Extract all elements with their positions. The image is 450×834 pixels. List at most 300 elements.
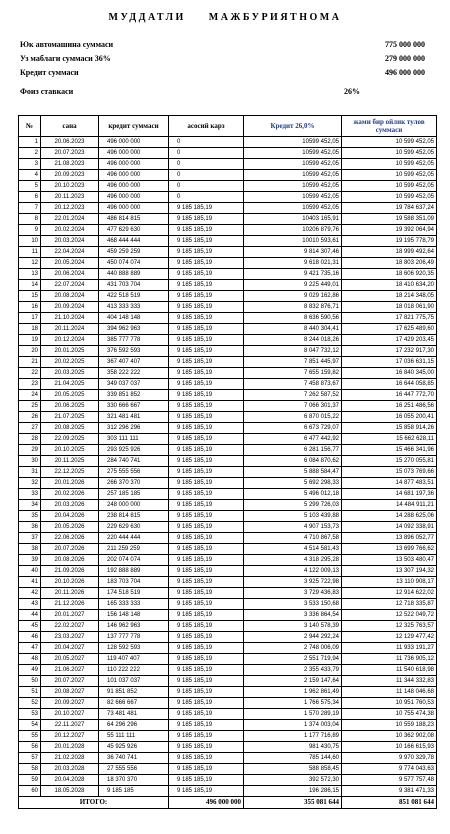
- credit-sum-value: 496 000 000: [385, 68, 425, 77]
- credit-sum-label: Кредит суммаси: [20, 68, 79, 77]
- row-number: 22: [19, 368, 41, 379]
- row-number: 51: [19, 687, 41, 698]
- row-monthly-payment: 15 073 769,66: [342, 467, 437, 478]
- row-number: 43: [19, 599, 41, 610]
- row-number: 46: [19, 632, 41, 643]
- row-number: 38: [19, 544, 41, 555]
- row-number: 19: [19, 335, 41, 346]
- row-date: 20.06.2025: [41, 401, 99, 412]
- document-title: МУДДАТЛИ МАЖБУРИЯТНОМА: [108, 12, 342, 23]
- row-principal: 9 185 185,19: [169, 203, 244, 214]
- row-monthly-payment: 16 644 058,85: [342, 379, 437, 390]
- table-row: [19, 478, 437, 489]
- row-number: 21: [19, 357, 41, 368]
- row-principal: 9 185 185,19: [169, 720, 244, 731]
- row-date: 20.06.2023: [41, 137, 99, 148]
- row-credit-balance: 146 962 963: [99, 621, 169, 632]
- row-number: 7: [19, 203, 41, 214]
- row-number: 18: [19, 324, 41, 335]
- row-monthly-payment: 14 288 625,06: [342, 511, 437, 522]
- row-interest: 5 692 298,33: [244, 478, 342, 489]
- row-number: 44: [19, 610, 41, 621]
- row-principal: 9 185 185,19: [169, 478, 244, 489]
- row-monthly-payment: 14 877 483,51: [342, 478, 437, 489]
- header-number: №: [19, 116, 41, 137]
- table-row: [19, 533, 437, 544]
- row-interest: 6 477 442,92: [244, 434, 342, 445]
- row-monthly-payment: 11 344 332,83: [342, 676, 437, 687]
- row-interest: 1 177 716,89: [244, 731, 342, 742]
- table-row: [19, 324, 437, 335]
- truck-sum-label: Юк автомашина суммаси: [20, 40, 114, 49]
- row-interest: 588 858,45: [244, 764, 342, 775]
- row-principal: 9 185 185,19: [169, 599, 244, 610]
- row-interest: 5 299 726,03: [244, 500, 342, 511]
- row-monthly-payment: 14 681 197,36: [342, 489, 437, 500]
- row-number: 45: [19, 621, 41, 632]
- row-principal: 9 185 185,19: [169, 676, 244, 687]
- row-principal: 9 185 185,19: [169, 467, 244, 478]
- row-interest: 8 636 590,56: [244, 313, 342, 324]
- row-monthly-payment: 13 307 194,32: [342, 566, 437, 577]
- row-principal: 0: [169, 137, 244, 148]
- row-date: 20.02.2024: [41, 225, 99, 236]
- row-number: 54: [19, 720, 41, 731]
- row-monthly-payment: 19 784 637,24: [342, 203, 437, 214]
- row-date: 20.01.2025: [41, 346, 99, 357]
- row-number: 10: [19, 236, 41, 247]
- table-row: [19, 236, 437, 247]
- row-credit-balance: 266 370 370: [99, 478, 169, 489]
- row-monthly-payment: 10 599 452,05: [342, 159, 437, 170]
- row-credit-balance: 248 000 000: [99, 500, 169, 511]
- row-monthly-payment: 9 970 329,78: [342, 753, 437, 764]
- row-principal: 9 185 185,19: [169, 346, 244, 357]
- table-row: [19, 368, 437, 379]
- row-credit-balance: 477 629 630: [99, 225, 169, 236]
- row-principal: 9 185 185,19: [169, 687, 244, 698]
- row-principal: 9 185 185,19: [169, 511, 244, 522]
- row-date: 20.07.2026: [41, 544, 99, 555]
- row-credit-balance: 459 259 259: [99, 247, 169, 258]
- row-interest: 7 655 159,82: [244, 368, 342, 379]
- row-date: 20.03.2026: [41, 500, 99, 511]
- row-date: 20.01.2028: [41, 742, 99, 753]
- row-number: 36: [19, 522, 41, 533]
- table-row: [19, 456, 437, 467]
- row-monthly-payment: 15 466 341,96: [342, 445, 437, 456]
- table-row: [19, 720, 437, 731]
- table-row: [19, 709, 437, 720]
- table-row: [19, 247, 437, 258]
- row-date: 22.01.2024: [41, 214, 99, 225]
- row-monthly-payment: 18 214 348,05: [342, 291, 437, 302]
- row-principal: 9 185 185,19: [169, 500, 244, 511]
- row-monthly-payment: 18 999 492,64: [342, 247, 437, 258]
- table-row: [19, 379, 437, 390]
- row-credit-balance: 303 111 111: [99, 434, 169, 445]
- row-date: 22.02.2027: [41, 621, 99, 632]
- row-credit-balance: 385 777 778: [99, 335, 169, 346]
- row-monthly-payment: 16 251 486,56: [342, 401, 437, 412]
- row-date: 20.05.2026: [41, 522, 99, 533]
- row-monthly-payment: 13 896 052,77: [342, 533, 437, 544]
- row-interest: 10206 879,76: [244, 225, 342, 236]
- table-row: [19, 731, 437, 742]
- row-credit-balance: 110 222 222: [99, 665, 169, 676]
- row-interest: 1 766 575,34: [244, 698, 342, 709]
- row-principal: 9 185 185,19: [169, 786, 244, 797]
- row-credit-balance: 82 666 667: [99, 698, 169, 709]
- table-row: [19, 269, 437, 280]
- row-credit-balance: 64 296 296: [99, 720, 169, 731]
- row-principal: 9 185 185,19: [169, 291, 244, 302]
- row-date: 20.09.2027: [41, 698, 99, 709]
- row-date: 22.09.2025: [41, 434, 99, 445]
- row-monthly-payment: 13 699 766,62: [342, 544, 437, 555]
- row-interest: 8 244 018,26: [244, 335, 342, 346]
- row-credit-balance: 238 814 815: [99, 511, 169, 522]
- row-credit-balance: 174 518 519: [99, 588, 169, 599]
- row-number: 25: [19, 401, 41, 412]
- row-monthly-payment: 17 429 203,45: [342, 335, 437, 346]
- payment-schedule-table: [18, 115, 437, 809]
- row-interest: 10599 452,05: [244, 137, 342, 148]
- row-interest: 10599 452,05: [244, 192, 342, 203]
- header-monthly-payment: жами бир ойлик тулов суммаси: [342, 116, 437, 137]
- row-date: 20.06.2024: [41, 269, 99, 280]
- row-credit-balance: 440 888 889: [99, 269, 169, 280]
- row-date: 20.08.2024: [41, 291, 99, 302]
- header-date: сана: [41, 116, 99, 137]
- row-principal: 9 185 185,19: [169, 335, 244, 346]
- row-credit-balance: 293 925 926: [99, 445, 169, 456]
- row-number: 29: [19, 445, 41, 456]
- table-row: [19, 346, 437, 357]
- row-principal: 9 185 185,19: [169, 434, 244, 445]
- row-interest: 3 925 722,98: [244, 577, 342, 588]
- row-number: 34: [19, 500, 41, 511]
- row-interest: 1 570 289,19: [244, 709, 342, 720]
- row-number: 16: [19, 302, 41, 313]
- row-date: 20.11.2026: [41, 588, 99, 599]
- row-principal: 9 185 185,19: [169, 379, 244, 390]
- row-credit-balance: 275 555 556: [99, 467, 169, 478]
- row-date: 20.08.2026: [41, 555, 99, 566]
- row-credit-balance: 101 037 037: [99, 676, 169, 687]
- table-row: [19, 302, 437, 313]
- header-interest: Кредит 26,0%: [244, 116, 342, 137]
- row-number: 24: [19, 390, 41, 401]
- row-monthly-payment: 11 540 618,98: [342, 665, 437, 676]
- row-credit-balance: 91 851 852: [99, 687, 169, 698]
- table-row: [19, 192, 437, 203]
- row-interest: 5 103 439,88: [244, 511, 342, 522]
- row-monthly-payment: 19 195 778,79: [342, 236, 437, 247]
- row-interest: 5 888 584,47: [244, 467, 342, 478]
- row-number: 40: [19, 566, 41, 577]
- row-number: 32: [19, 478, 41, 489]
- table-row: [19, 687, 437, 698]
- row-interest: 392 572,30: [244, 775, 342, 786]
- row-date: 20.12.2027: [41, 731, 99, 742]
- header-principal: асосий карз: [169, 116, 244, 137]
- row-monthly-payment: 18 803 206,49: [342, 258, 437, 269]
- table-row: [19, 423, 437, 434]
- row-monthly-payment: 18 018 061,90: [342, 302, 437, 313]
- table-row: [19, 643, 437, 654]
- row-principal: 0: [169, 170, 244, 181]
- row-monthly-payment: 10 599 452,05: [342, 170, 437, 181]
- row-principal: 9 185 185,19: [169, 775, 244, 786]
- table-row: [19, 412, 437, 423]
- row-credit-balance: 422 518 519: [99, 291, 169, 302]
- row-interest: 10599 452,05: [244, 148, 342, 159]
- row-credit-balance: 394 962 963: [99, 324, 169, 335]
- table-row: [19, 654, 437, 665]
- row-date: 20.10.2026: [41, 577, 99, 588]
- row-principal: 9 185 185,19: [169, 280, 244, 291]
- row-principal: 9 185 185,19: [169, 665, 244, 676]
- row-monthly-payment: 11 736 905,12: [342, 654, 437, 665]
- row-principal: 9 185 185,19: [169, 731, 244, 742]
- row-monthly-payment: 12 522 049,72: [342, 610, 437, 621]
- row-principal: 9 185 185,19: [169, 566, 244, 577]
- row-interest: 9 029 162,86: [244, 291, 342, 302]
- row-credit-balance: 496 000 000: [99, 170, 169, 181]
- row-monthly-payment: 10 599 452,05: [342, 148, 437, 159]
- row-credit-balance: 496 000 000: [99, 148, 169, 159]
- table-row: [19, 698, 437, 709]
- table-row: [19, 544, 437, 555]
- row-credit-balance: 431 703 704: [99, 280, 169, 291]
- row-date: 20.10.2027: [41, 709, 99, 720]
- row-principal: 0: [169, 148, 244, 159]
- table-row: [19, 335, 437, 346]
- row-number: 17: [19, 313, 41, 324]
- row-credit-balance: 496 000 000: [99, 159, 169, 170]
- row-interest: 785 144,60: [244, 753, 342, 764]
- row-date: 22.06.2026: [41, 533, 99, 544]
- row-credit-balance: 450 074 074: [99, 258, 169, 269]
- row-date: 20.11.2024: [41, 324, 99, 335]
- row-interest: 7 851 445,97: [244, 357, 342, 368]
- table-row: [19, 137, 437, 148]
- table-row: [19, 445, 437, 456]
- row-monthly-payment: 19 392 064,94: [342, 225, 437, 236]
- row-number: 4: [19, 170, 41, 181]
- row-interest: 1 374 003,04: [244, 720, 342, 731]
- row-number: 6: [19, 192, 41, 203]
- row-interest: 7 458 873,67: [244, 379, 342, 390]
- row-number: 56: [19, 742, 41, 753]
- row-credit-balance: 55 111 111: [99, 731, 169, 742]
- row-interest: 5 496 012,18: [244, 489, 342, 500]
- table-row: [19, 159, 437, 170]
- row-monthly-payment: 17 625 489,60: [342, 324, 437, 335]
- row-interest: 2 355 433,79: [244, 665, 342, 676]
- table-row: [19, 676, 437, 687]
- table-row: [19, 500, 437, 511]
- row-credit-balance: 165 333 333: [99, 599, 169, 610]
- row-credit-balance: 367 407 407: [99, 357, 169, 368]
- row-monthly-payment: 12 129 477,42: [342, 632, 437, 643]
- total-principal: 496 000 000: [169, 797, 244, 809]
- row-monthly-payment: 19 588 351,09: [342, 214, 437, 225]
- table-header-row: [19, 116, 437, 137]
- row-interest: 3 336 864,54: [244, 610, 342, 621]
- row-principal: 9 185 185,19: [169, 423, 244, 434]
- interest-rate-row: [20, 87, 360, 96]
- row-interest: 2 944 292,24: [244, 632, 342, 643]
- row-number: 48: [19, 654, 41, 665]
- row-interest: 9 225 449,01: [244, 280, 342, 291]
- row-principal: 9 185 185,19: [169, 621, 244, 632]
- row-principal: 0: [169, 181, 244, 192]
- row-monthly-payment: 10 599 452,05: [342, 192, 437, 203]
- row-credit-balance: 119 407 407: [99, 654, 169, 665]
- row-number: 55: [19, 731, 41, 742]
- row-number: 20: [19, 346, 41, 357]
- row-date: 20.12.2023: [41, 203, 99, 214]
- row-interest: 6 673 729,07: [244, 423, 342, 434]
- table-row: [19, 390, 437, 401]
- row-monthly-payment: 18 410 634,20: [342, 280, 437, 291]
- row-number: 57: [19, 753, 41, 764]
- row-date: 20.02.2025: [41, 357, 99, 368]
- table-row: [19, 280, 437, 291]
- row-credit-balance: 349 037 037: [99, 379, 169, 390]
- row-interest: 1 962 861,49: [244, 687, 342, 698]
- row-principal: 9 185 185,19: [169, 269, 244, 280]
- row-interest: 10403 165,91: [244, 214, 342, 225]
- row-date: 20.02.2026: [41, 489, 99, 500]
- row-monthly-payment: 13 110 908,17: [342, 577, 437, 588]
- row-number: 5: [19, 181, 41, 192]
- row-monthly-payment: 12 718 335,87: [342, 599, 437, 610]
- row-date: 21.06.2027: [41, 665, 99, 676]
- row-date: 21.04.2025: [41, 379, 99, 390]
- row-credit-balance: 468 444 444: [99, 236, 169, 247]
- row-number: 52: [19, 698, 41, 709]
- row-interest: 3 729 436,83: [244, 588, 342, 599]
- row-interest: 9 421 735,16: [244, 269, 342, 280]
- row-date: 20.05.2024: [41, 258, 99, 269]
- row-credit-balance: 45 925 926: [99, 742, 169, 753]
- row-date: 22.07.2024: [41, 280, 99, 291]
- row-date: 20.07.2027: [41, 676, 99, 687]
- row-interest: 8 832 876,71: [244, 302, 342, 313]
- row-monthly-payment: 10 166 615,93: [342, 742, 437, 753]
- row-number: 23: [19, 379, 41, 390]
- row-number: 15: [19, 291, 41, 302]
- table-row: [19, 214, 437, 225]
- row-date: 22.12.2025: [41, 467, 99, 478]
- row-date: 20.07.2023: [41, 148, 99, 159]
- row-monthly-payment: 10 599 452,05: [342, 137, 437, 148]
- table-row: [19, 775, 437, 786]
- row-principal: 9 185 185,19: [169, 698, 244, 709]
- row-date: 20.04.2028: [41, 775, 99, 786]
- row-date: 21.12.2026: [41, 599, 99, 610]
- row-monthly-payment: 16 447 772,70: [342, 390, 437, 401]
- row-interest: 3 140 578,39: [244, 621, 342, 632]
- row-principal: 9 185 185,19: [169, 654, 244, 665]
- row-monthly-payment: 10 599 452,05: [342, 181, 437, 192]
- row-principal: 9 185 185,19: [169, 643, 244, 654]
- table-row: [19, 599, 437, 610]
- row-interest: 7 262 587,52: [244, 390, 342, 401]
- row-credit-balance: 358 222 222: [99, 368, 169, 379]
- row-principal: 9 185 185,19: [169, 412, 244, 423]
- row-interest: 10599 452,05: [244, 170, 342, 181]
- row-interest: 4 122 009,13: [244, 566, 342, 577]
- row-number: 47: [19, 643, 41, 654]
- row-date: 20.09.2023: [41, 170, 99, 181]
- row-principal: 9 185 185,19: [169, 577, 244, 588]
- truck-sum-value: 775 000 000: [385, 40, 425, 49]
- row-interest: 4 318 295,28: [244, 555, 342, 566]
- row-principal: 9 185 185,19: [169, 753, 244, 764]
- row-monthly-payment: 9 381 471,33: [342, 786, 437, 797]
- row-number: 58: [19, 764, 41, 775]
- row-number: 2: [19, 148, 41, 159]
- table-row: [19, 786, 437, 797]
- row-date: 20.01.2026: [41, 478, 99, 489]
- row-interest: 2 551 719,94: [244, 654, 342, 665]
- row-credit-balance: 330 666 667: [99, 401, 169, 412]
- own-funds-label: Уз маблаги суммаси 36%: [20, 54, 111, 63]
- row-date: 20.01.2027: [41, 610, 99, 621]
- table-row: [19, 632, 437, 643]
- row-number: 1: [19, 137, 41, 148]
- row-date: 21.02.2028: [41, 753, 99, 764]
- row-date: 21.07.2025: [41, 412, 99, 423]
- row-monthly-payment: 16 840 345,00: [342, 368, 437, 379]
- row-principal: 9 185 185,19: [169, 632, 244, 643]
- table-row: [19, 225, 437, 236]
- table-row: [19, 511, 437, 522]
- row-credit-balance: 229 629 630: [99, 522, 169, 533]
- row-credit-balance: 9 185 185: [99, 786, 169, 797]
- row-number: 28: [19, 434, 41, 445]
- row-number: 53: [19, 709, 41, 720]
- row-monthly-payment: 10 755 474,38: [342, 709, 437, 720]
- row-principal: 9 185 185,19: [169, 302, 244, 313]
- row-date: 20.05.2025: [41, 390, 99, 401]
- row-principal: 9 185 185,19: [169, 225, 244, 236]
- row-principal: 9 185 185,19: [169, 401, 244, 412]
- row-monthly-payment: 15 270 055,81: [342, 456, 437, 467]
- row-principal: 9 185 185,19: [169, 764, 244, 775]
- table-row: [19, 258, 437, 269]
- row-number: 26: [19, 412, 41, 423]
- row-number: 11: [19, 247, 41, 258]
- row-date: 23.03.2027: [41, 632, 99, 643]
- row-credit-balance: 496 000 000: [99, 181, 169, 192]
- row-interest: 9 618 021,31: [244, 258, 342, 269]
- row-monthly-payment: 15 662 628,11: [342, 434, 437, 445]
- row-interest: 2 748 006,09: [244, 643, 342, 654]
- row-monthly-payment: 17 036 631,15: [342, 357, 437, 368]
- row-date: 21.09.2026: [41, 566, 99, 577]
- row-monthly-payment: 11 933 191,27: [342, 643, 437, 654]
- row-interest: 10599 452,05: [244, 181, 342, 192]
- row-number: 13: [19, 269, 41, 280]
- table-row: [19, 434, 437, 445]
- row-principal: 9 185 185,19: [169, 324, 244, 335]
- row-date: 20.08.2025: [41, 423, 99, 434]
